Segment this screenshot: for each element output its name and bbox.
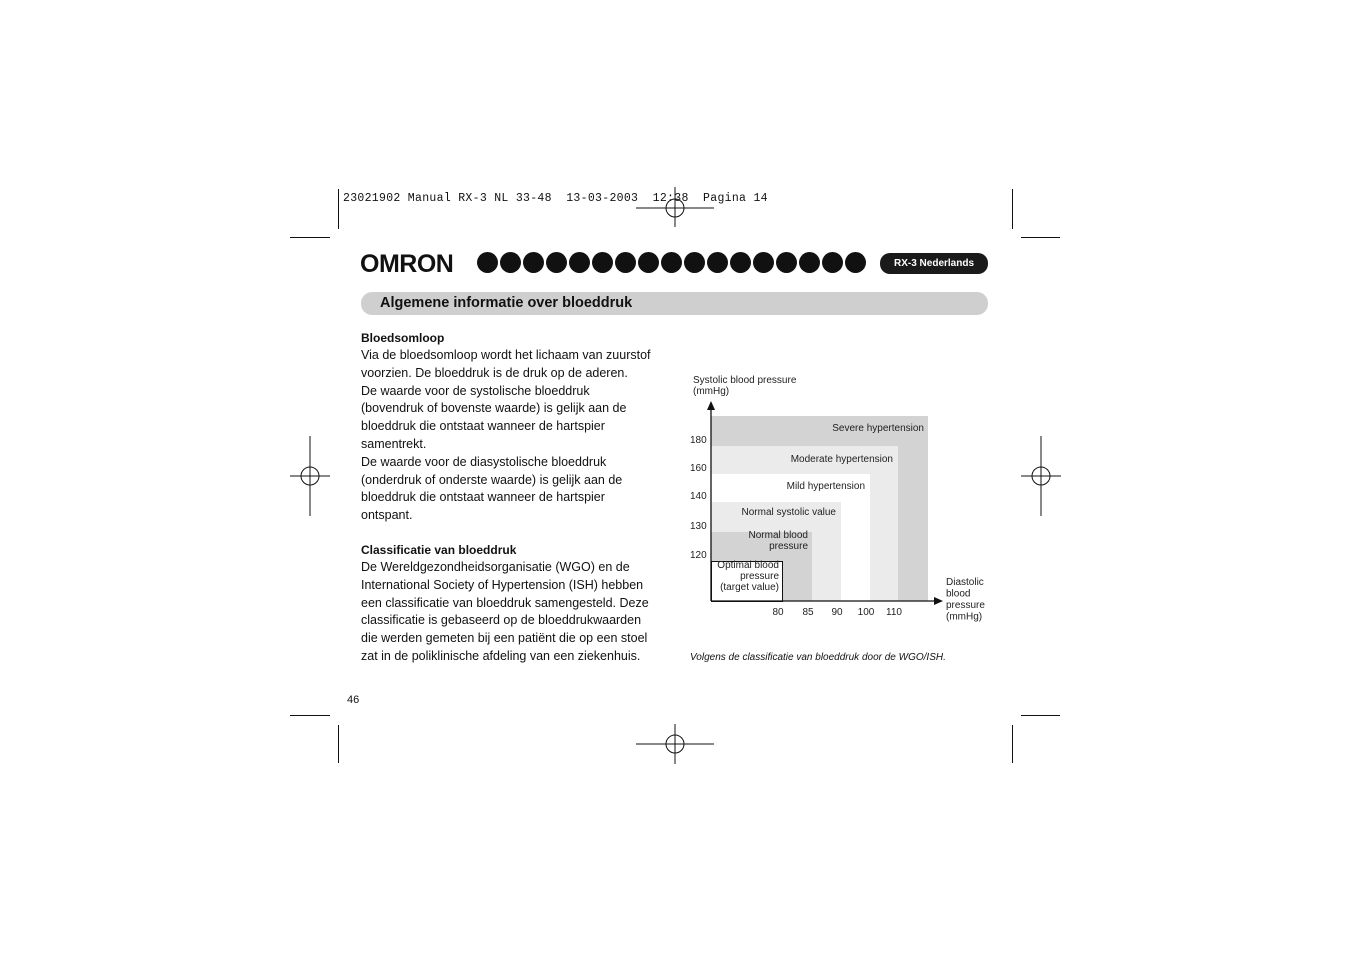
registration-mark: [636, 724, 714, 764]
dot: [684, 252, 705, 273]
text-line: bloeddruk die ontstaat wanneer de hartspier: [361, 419, 605, 434]
zone-label-line: (target value): [720, 582, 779, 593]
text-line: zat in de poliklinische afdeling van een ziekenhuis.: [361, 648, 641, 663]
text-line: Via de bloedsomloop wordt het lichaam van zuurstof: [361, 348, 651, 362]
zone-label: [791, 454, 893, 465]
text-line: De waarde voor de systolische bloeddruk: [361, 383, 590, 398]
zone-label: [832, 423, 924, 434]
x-tick-label: 110: [886, 607, 902, 618]
dot: [477, 252, 498, 273]
x-axis-label-line: (mmHg): [946, 611, 983, 623]
text-line: voorzien. De bloeddruk is de druk op de aderen.: [361, 365, 628, 380]
dot: [592, 252, 613, 273]
language-badge: RX-3 Nederlands: [880, 253, 988, 274]
crop-mark: [290, 715, 330, 716]
y-tick-label: 160: [690, 463, 707, 474]
dot: [546, 252, 567, 273]
text-line: bloeddruk die ontstaat wanneer de hartspier: [361, 490, 605, 505]
dot: [845, 252, 866, 273]
text-line: die werden gemeten bij een patiënt die op een stoel: [361, 631, 648, 646]
text-line: De Wereldgezondheidsorganisatie (WGO) en de: [361, 560, 630, 574]
crop-mark: [1021, 237, 1060, 238]
zone-label-line: Normal blood: [748, 530, 808, 541]
zone-label-line: Moderate hypertension: [790, 454, 893, 465]
dot: [776, 252, 797, 273]
y-axis-arrow: [707, 401, 715, 410]
omron-logo: OMRON: [360, 250, 454, 278]
registration-mark: [1021, 436, 1061, 516]
x-tick-label: 100: [857, 607, 875, 618]
y-axis-label-line: Systolic blood pressure: [693, 375, 797, 386]
y-tick-label: 180: [690, 435, 707, 446]
x-axis-label: [946, 577, 985, 623]
x-tick-label: 85: [802, 607, 814, 618]
zone-label-line: Severe hypertension: [832, 423, 924, 434]
text-line: (onderdruk of onderste waarde) is gelijk aan de: [361, 472, 623, 487]
zone-label-line: pressure: [769, 541, 808, 552]
y-axis-label: [693, 375, 797, 397]
paragraph-bloedsomloop: [361, 347, 671, 525]
text-line: ontspant.: [361, 508, 413, 523]
dot: [799, 252, 820, 273]
x-axis-label-line: blood: [946, 588, 971, 600]
heading-classificatie: Classificatie van bloeddruk: [361, 543, 517, 557]
zone-label-line: pressure: [740, 571, 779, 582]
y-axis-label-line: (mmHg): [693, 386, 730, 397]
text-line: International Society of Hypertension (ISH) hebben: [361, 577, 644, 592]
zone-label-line: Mild hypertension: [786, 481, 865, 492]
dot: [730, 252, 751, 273]
dot: [822, 252, 843, 273]
text-line: De waarde voor de diasystolische bloeddruk: [361, 454, 607, 469]
text-line: een classificatie van bloeddruk samengesteld. Deze: [361, 595, 649, 610]
zone-label: [787, 481, 865, 492]
x-tick-label: 90: [831, 607, 843, 618]
page-number: 46: [347, 694, 360, 706]
crop-mark: [338, 189, 339, 229]
dot: [569, 252, 590, 273]
dot: [500, 252, 521, 273]
decorative-dots: [477, 252, 866, 273]
y-tick-label: 140: [690, 491, 707, 502]
paragraph-classificatie: [361, 559, 671, 666]
x-tick-label: 80: [772, 607, 784, 618]
crop-mark: [1012, 189, 1013, 229]
dot: [753, 252, 774, 273]
dot: [638, 252, 659, 273]
text-line: classificatie is gebaseerd op de bloeddrukwaarden: [361, 613, 642, 628]
y-tick-label: 120: [690, 550, 707, 561]
x-axis-label-line: Diastolic: [946, 577, 984, 588]
crop-mark: [338, 725, 339, 763]
text-line: (bovendruk of bovenste waarde) is gelijk aan de: [361, 401, 627, 416]
section-title: Algemene informatie over bloeddruk: [380, 295, 633, 311]
dot: [615, 252, 636, 273]
chart-caption: Volgens de classificatie van bloeddruk door de WGO/ISH.: [690, 652, 946, 663]
dot: [523, 252, 544, 273]
x-axis-label-line: pressure: [946, 600, 985, 611]
heading-bloedsomloop: Bloedsomloop: [361, 331, 445, 345]
dot: [661, 252, 682, 273]
registration-mark: [290, 436, 330, 516]
dot: [707, 252, 728, 273]
crop-mark: [1021, 715, 1060, 716]
zone-label: [742, 507, 837, 518]
zone-label-line: Normal systolic value: [741, 507, 836, 518]
crop-mark: [290, 237, 330, 238]
zone-label-line: Optimal blood: [717, 560, 779, 571]
crop-mark: [1012, 725, 1013, 763]
print-header: 23021902 Manual RX-3 NL 33-48 13-03-2003 12:38 Pagina 14: [343, 192, 768, 205]
text-line: samentrekt.: [361, 436, 427, 451]
y-tick-label: 130: [690, 521, 707, 532]
bp-classification-chart: [686, 368, 991, 630]
x-axis-arrow: [934, 597, 943, 605]
